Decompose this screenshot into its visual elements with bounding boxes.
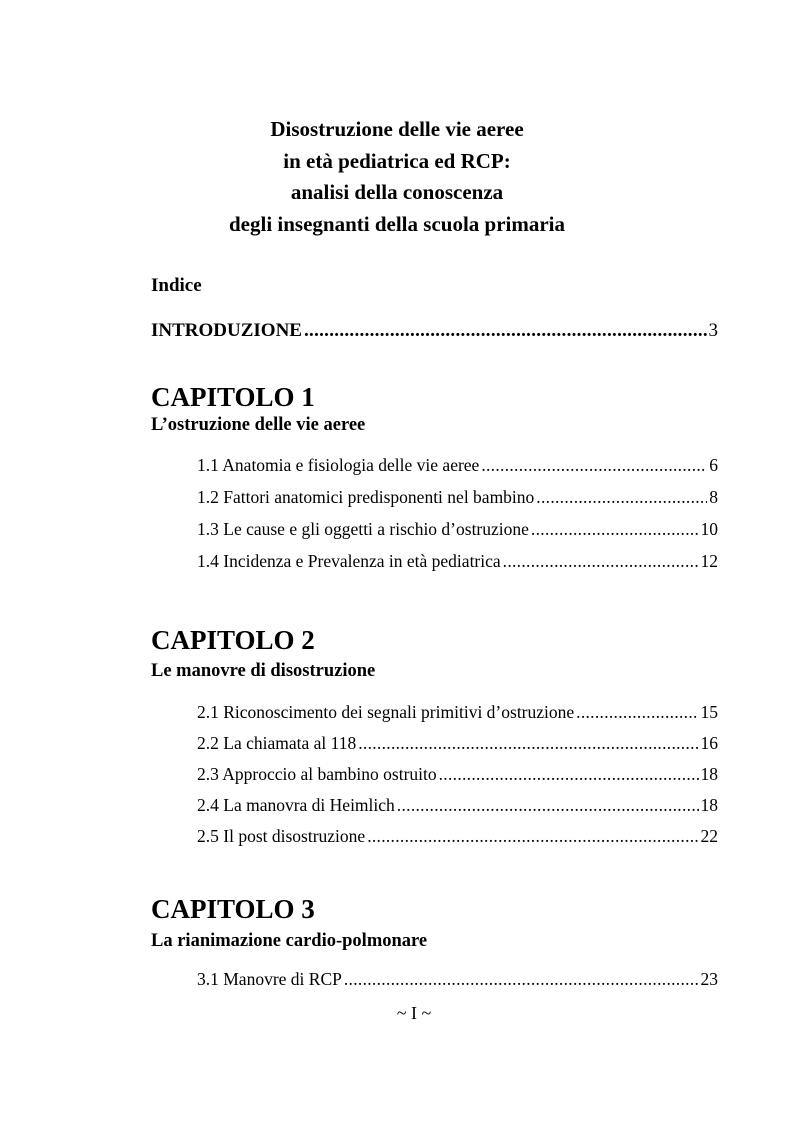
title-line-3: analisi della conoscenza [290, 180, 504, 204]
dot-leader [536, 487, 707, 508]
toc-entry-label: INTRODUZIONE [151, 320, 302, 341]
toc-entry-1-3[interactable] [197, 519, 718, 540]
index-heading: Indice [151, 275, 202, 296]
dot-leader [358, 733, 698, 754]
page-number-footer: ~ I ~ [396, 1003, 432, 1023]
dot-leader [367, 826, 698, 847]
dot-leader [439, 764, 699, 785]
chapter-3-subtitle: La rianimazione cardio-polmonare [151, 931, 428, 951]
toc-entry-page: 12 [700, 551, 718, 571]
toc-entry-page: 6 [709, 455, 718, 475]
toc-entry-2-1[interactable] [197, 702, 718, 723]
toc-entry-label: 1.1 Anatomia e fisiologia delle vie aeree [197, 455, 480, 475]
toc-entry-label: 2.1 Riconoscimento dei segnali primitivi d’ostruzione [197, 702, 575, 722]
toc-entry-2-2[interactable] [197, 733, 718, 754]
toc-entry-page: 23 [700, 969, 718, 989]
toc-entry-label: 1.2 Fattori anatomici predisponenti nel bambino [197, 487, 535, 507]
toc-entry-page: 18 [700, 764, 718, 784]
toc-entry-page: 10 [700, 519, 718, 539]
toc-entry-2-3[interactable] [197, 764, 718, 785]
title-line-2: in età pediatrica ed RCP: [283, 148, 511, 173]
toc-entry-label: 1.3 Le cause e gli oggetti a rischio d’ostruzione [197, 519, 529, 539]
toc-entry-page: 16 [700, 733, 718, 753]
toc-entry-3-1[interactable] [197, 969, 718, 990]
title-line-4: degli insegnanti della scuola primaria [228, 211, 566, 236]
toc-entry-label: 3.1 Manovre di RCP [197, 969, 342, 989]
toc-entry-label: 1.4 Incidenza e Prevalenza in età pediatrica [197, 551, 501, 571]
toc-entry-page: 15 [700, 702, 718, 722]
toc-entry-1-2[interactable] [197, 487, 718, 508]
dot-leader [481, 455, 707, 476]
chapter-1-title: CAPITOLO 1 [151, 382, 315, 412]
title-line-1: Disostruzione delle vie aeree [270, 117, 524, 141]
toc-entry-label: 2.3 Approccio al bambino ostruito [197, 764, 437, 784]
toc-entry-2-4[interactable] [197, 795, 718, 816]
dot-leader [576, 702, 698, 723]
dot-leader [531, 519, 699, 540]
chapter-3-title: CAPITOLO 3 [151, 894, 315, 924]
dot-leader [397, 795, 699, 816]
toc-entry-label: 2.4 La manovra di Heimlich [197, 795, 395, 815]
toc-entry-page: 18 [700, 795, 718, 815]
toc-entry-label: 2.2 La chiamata al 118 [197, 733, 357, 753]
chapter-1-subtitle: L’ostruzione delle vie aeree [151, 415, 366, 435]
toc-entry-page: 3 [708, 320, 718, 341]
toc-entry-label: 2.5 Il post disostruzione [197, 826, 366, 846]
chapter-2-title: CAPITOLO 2 [151, 625, 315, 655]
dot-leader [304, 320, 707, 342]
toc-entry-1-4[interactable] [197, 551, 718, 572]
toc-entry-2-5[interactable] [197, 826, 718, 847]
chapter-2-subtitle: Le manovre di disostruzione [151, 661, 376, 681]
dot-leader [503, 551, 699, 572]
toc-entry-1-1[interactable] [197, 455, 718, 476]
dot-leader [344, 969, 699, 990]
toc-entry-introduction[interactable] [151, 320, 718, 342]
toc-entry-page: 22 [700, 826, 718, 846]
toc-entry-page: 8 [709, 487, 718, 507]
document-title [0, 114, 794, 240]
